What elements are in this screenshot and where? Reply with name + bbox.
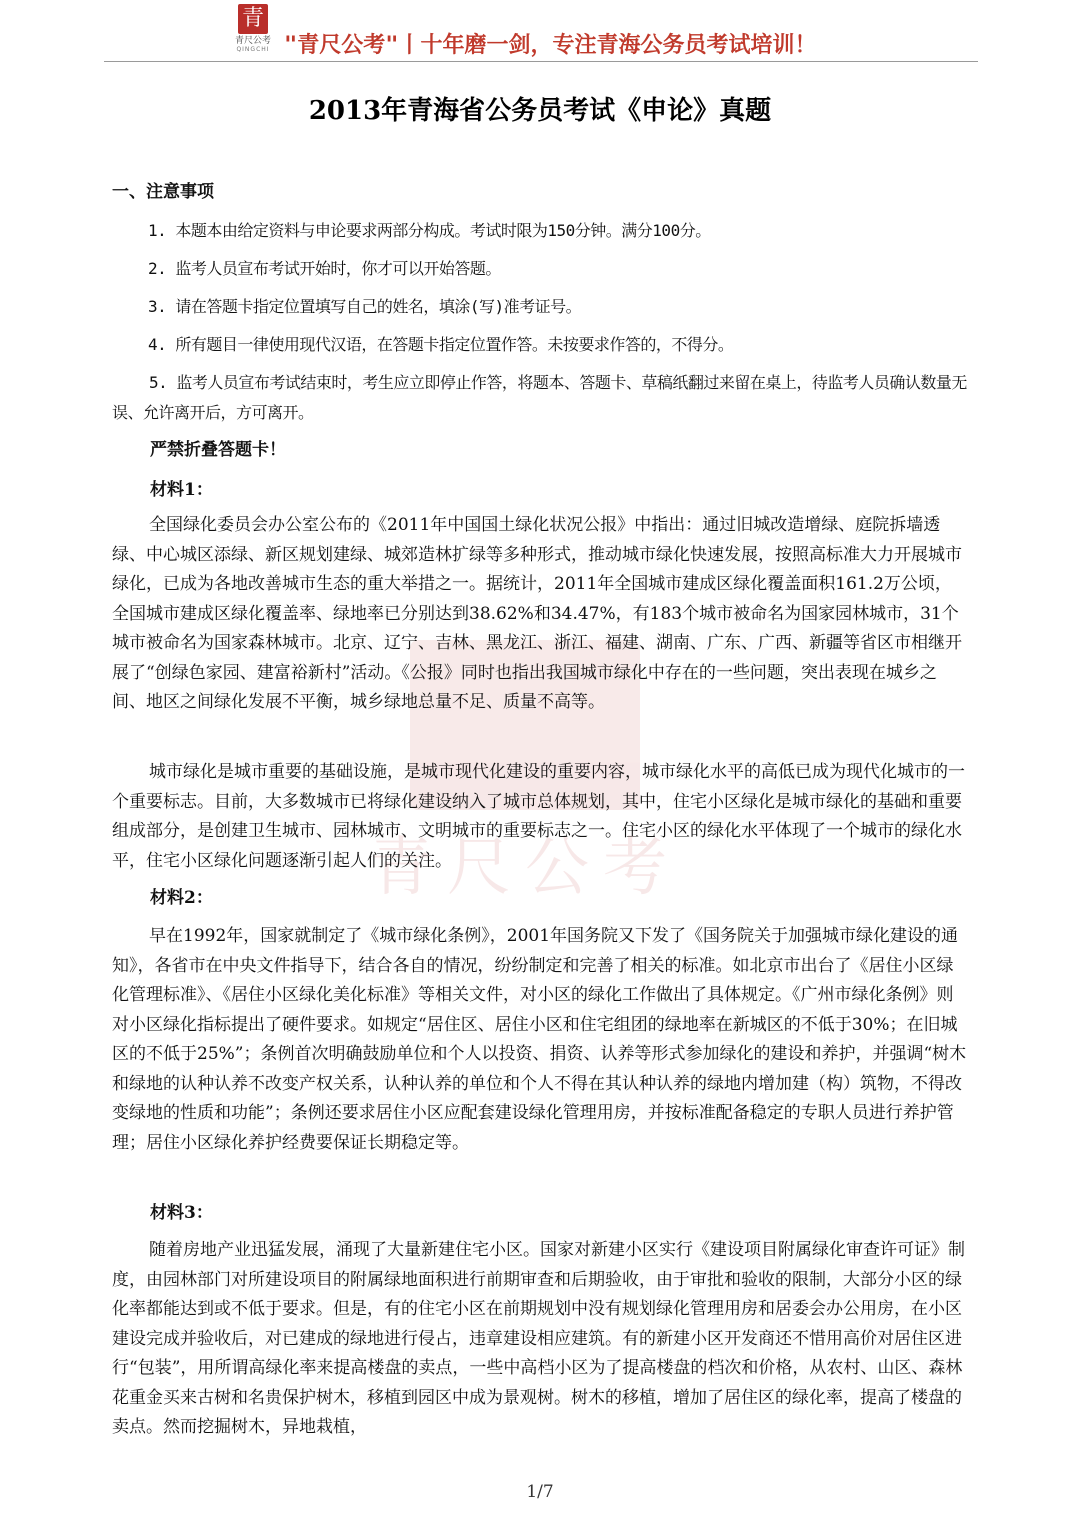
material-heading: 材料2： [150, 888, 213, 908]
notice-item: 4. 所有题目一律使用现代汉语，在答题卡指定位置作答。未按要求作答的，不得分。 [148, 335, 734, 354]
material-paragraph: 早在1992年，国家就制定了《城市绿化条例》，2001年国务院又下发了《国务院关于加强城市绿化建设的通知》，各省市在中央文件指导下，结合各自的情况，纷纷制定和完善了相关的标准。如北京市出台了《居住小区绿化管理标准》、《居住小区绿化美化标准》等相关文件，对小区的绿化工作做出了具体规定。《广州市绿化条例》则对小区绿化指标提出了硬件要求。如规定“居住区、居住小区和住宅组团的绿地率在新城区的不低于30%；在旧城区的不低于25%”；条例首次明确鼓励单位和个人以投资、捐资、认养等形式参加绿化的建设和养护，并强调“树木和绿地的认种认养不改变产权关系，认种认养的单位和个人不得在其认种认养的绿地内增加建（构）筑物，不得改变绿地的性质和功能”；条例还要求居住小区应配套建设绿化管理用房，并按标准配备稳定的专职人员进行养护管理；居住小区绿化养护经费要保证长期稳定等。 [112, 926, 967, 1153]
notice-item: 1. 本题本由给定资料与申论要求两部分构成。考试时限为150分钟。满分100分。 [148, 221, 711, 240]
page-header [104, 0, 978, 62]
logo-pinyin: QINGCHI [236, 46, 270, 53]
notice-item: 5. 监考人员宣布考试结束时，考生应立即停止作答，将题本、答题卡、草稿纸翻过来留在桌上，待监考人员确认数量无误、允许离开后，方可离开。 [112, 373, 967, 422]
material-paragraph: 全国绿化委员会办公室公布的《2011年中国国土绿化状况公报》中指出：通过旧城改造增绿、庭院拆墙透绿、中心城区添绿、新区规划建绿、城郊造林扩绿等多种形式，推动城市绿化快速发展，按照高标准大力开展城市绿化，已成为各地改善城市生态的重大举措之一。据统计，2011年全国城市建成区绿化覆盖面积161.2万公顷，全国城市建成区绿化覆盖率、绿地率已分别达到38.62%和34.47%，有183个城市被命名为国家园林城市，31个城市被命名为国家森林城市。北京、辽宁、吉林、黑龙江、浙江、福建、湖南、广东、广西、新疆等省区市相继开展了“创绿色家园、建富裕新村”活动。《公报》同时也指出我国城市绿化中存在的一些问题，突出表现在城乡之间、地区之间绿化发展不平衡，城乡绿地总量不足、质量不高等。 [112, 515, 962, 712]
logo-name: 青尺公考 [234, 36, 271, 46]
material-paragraph: 城市绿化是城市重要的基础设施，是城市现代化建设的重要内容，城市绿化水平的高低已成为现代化城市的一个重要标志。目前，大多数城市已将绿化建设纳入了城市总体规划，其中，住宅小区绿化是城市绿化的基础和重要组成部分，是创建卫生城市、园林城市、文明城市的重要标志之一。住宅小区的绿化水平体现了一个城市的绿化水平，住宅小区绿化问题逐渐引起人们的关注。 [112, 762, 965, 871]
notice-item: 3. 请在答题卡指定位置填写自己的姓名，填涂(写)准考证号。 [148, 297, 582, 316]
notice-item: 2. 监考人员宣布考试开始时，你才可以开始答题。 [148, 259, 501, 278]
notice-heading: 一、注意事项 [112, 182, 214, 202]
notice-warning: 严禁折叠答题卡！ [150, 440, 286, 460]
header-divider [104, 61, 978, 62]
material-heading: 材料1： [150, 480, 213, 500]
header-slogan: "青尺公考"丨十年磨一剑，专注青海公务员考试培训！ [284, 33, 817, 58]
page-title: 2013年青海省公务员考试《申论》真题 [308, 96, 772, 126]
watermark-text: 青尺公考 [369, 831, 681, 905]
material-heading: 材料3： [150, 1203, 213, 1223]
brand-logo [232, 4, 274, 56]
page-number: 1/7 [526, 1482, 554, 1502]
logo-seal: 青 [238, 4, 268, 34]
material-paragraph: 随着房地产业迅猛发展，涌现了大量新建住宅小区。国家对新建小区实行《建设项目附属绿化审查许可证》制度，由园林部门对所建设项目的附属绿地面积进行前期审查和后期验收，由于审批和验收的限制，大部分小区的绿化率都能达到或不低于要求。但是，有的住宅小区在前期规划中没有规划绿化管理用房和居委会办公用房，在小区建设完成并验收后，对已建成的绿地进行侵占，违章建设相应建筑。有的新建小区开发商还不惜用高价对居住区进行“包装”，用所谓高绿化率来提高楼盘的卖点，一些中高档小区为了提高楼盘的档次和价格，从农村、山区、森林花重金买来古树和名贵保护树木，移植到园区中成为景观树。树木的移植，增加了居住区的绿化率，提高了楼盘的卖点。然而挖掘树木，异地栽植， [112, 1240, 965, 1437]
